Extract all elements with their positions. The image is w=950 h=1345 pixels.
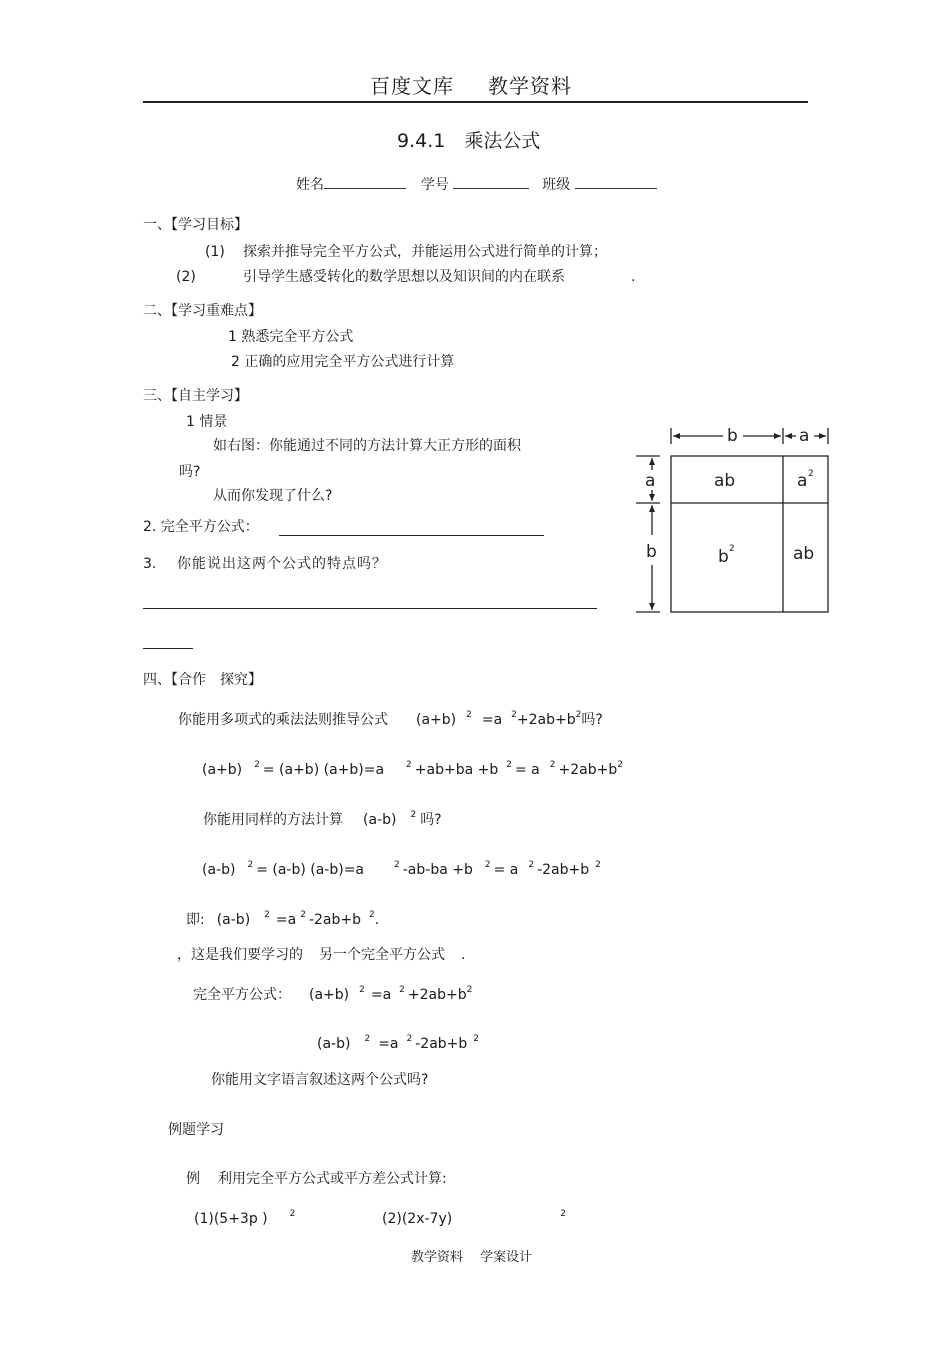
page-title: 9.4.1 乘法公式	[397, 130, 541, 152]
scenario-label: 1 情景	[186, 414, 228, 430]
section1-heading: 一、【学习目标】	[143, 217, 248, 233]
diagram-top-b: b	[727, 426, 738, 446]
example-1: (1)(5+3p ) $^2$	[194, 1209, 296, 1227]
example-instruction: 例 利用完全平方公式或平方差公式计算:	[186, 1171, 447, 1187]
examples-heading: 例题学习	[168, 1122, 224, 1138]
keypoint1: 1 熟悉完全平方公式	[228, 329, 354, 345]
formula-prompt-label: 2. 完全平方公式：	[143, 519, 259, 535]
answer-line-1[interactable]	[143, 608, 597, 609]
student-info-line	[296, 176, 657, 192]
id-label: 学号	[420, 177, 449, 193]
verbal-question: 你能用文字语言叙述这两个公式吗?	[211, 1072, 429, 1088]
header-right: 教学资料	[488, 74, 572, 98]
cell-a-squared: a	[797, 471, 808, 491]
cell-b-squared-exp: 2	[729, 544, 735, 554]
class-blank[interactable]	[575, 176, 657, 189]
goal2-text: 引导学生感受转化的数学思想以及知识间的内在联系	[243, 269, 565, 285]
class-label: 班级	[542, 177, 571, 193]
expansion-minus: (a-b) $^2$ = (a-b) (a-b)=a $^2$ -ab-ba +b $^2$ = a $^2$ -2ab+b $^2$	[202, 860, 601, 878]
cell-a-squared-exp: 2	[808, 469, 814, 479]
diagram-top-a: a	[799, 426, 810, 446]
goal2-period: .	[631, 269, 636, 285]
conclusion-line: 即: (a-b) $^2$ =a $^2$ -2ab+b $^2$.	[186, 910, 380, 928]
expansion-plus: (a+b) $^2$ = (a+b) (a+b)=a $^2$ +ab+ba +b $^2$ = a $^2 +2ab+b^2$	[202, 760, 623, 778]
features-question: 你能说出这两个公式的特点吗？	[177, 556, 387, 572]
header-rule	[143, 101, 808, 103]
minus-question: 你能用同样的方法计算 (a-b) $^2$ 吗?	[203, 810, 442, 828]
section3-heading: 三、【自主学习】	[143, 388, 248, 404]
scenario-discovery: 从而你发现了什么?	[213, 488, 333, 504]
scenario-question-cont: 吗?	[179, 464, 201, 480]
cell-ab-top: ab	[714, 471, 736, 491]
square-area-diagram	[630, 420, 835, 620]
goal1-text: 探索并推导完全平方公式，并能运用公式进行简单的计算；	[243, 244, 607, 260]
id-blank[interactable]	[453, 176, 529, 189]
formula-plus: 完全平方公式： (a+b) $^2$ =a $^2 +2ab+b^2$	[193, 985, 473, 1003]
page-footer: 教学资料 学案设计	[411, 1250, 533, 1265]
cell-b-squared: b	[718, 547, 729, 567]
formula-prompt	[143, 520, 259, 534]
name-blank[interactable]	[324, 176, 406, 189]
header-left: 百度文库	[370, 74, 454, 98]
section2-heading: 二、【学习重难点】	[143, 303, 262, 319]
derive-question: 你能用多项式的乘法法则推导公式 (a+b) $^2$ =a $^2+2ab+b^2$吗?	[178, 710, 603, 728]
formula-blank[interactable]	[279, 535, 544, 536]
answer-line-2[interactable]	[143, 648, 193, 649]
diagram-left-a: a	[645, 471, 656, 491]
scenario-question: 如右图：你能通过不同的方法计算大正方形的面积	[213, 438, 521, 454]
keypoint2: 2 正确的应用完全平方公式进行计算	[231, 354, 455, 370]
diagram-left-b: b	[646, 542, 657, 562]
formula-minus: (a-b) $^2$ =a $^2$ -2ab+b $^2$	[317, 1034, 480, 1052]
cell-ab-bottom: ab	[793, 544, 815, 564]
goal2-number: (2)	[176, 269, 196, 285]
example-2: (2)(2x-7y) $^2$	[382, 1209, 566, 1227]
goal1-number: (1)	[205, 244, 225, 260]
name-label: 姓名	[296, 177, 324, 193]
another-formula-note: ，这是我们要学习的 另一个完全平方公式 .	[177, 947, 466, 963]
features-number: 3.	[143, 556, 157, 572]
section4-heading: 四、【合作 探究】	[143, 672, 262, 688]
